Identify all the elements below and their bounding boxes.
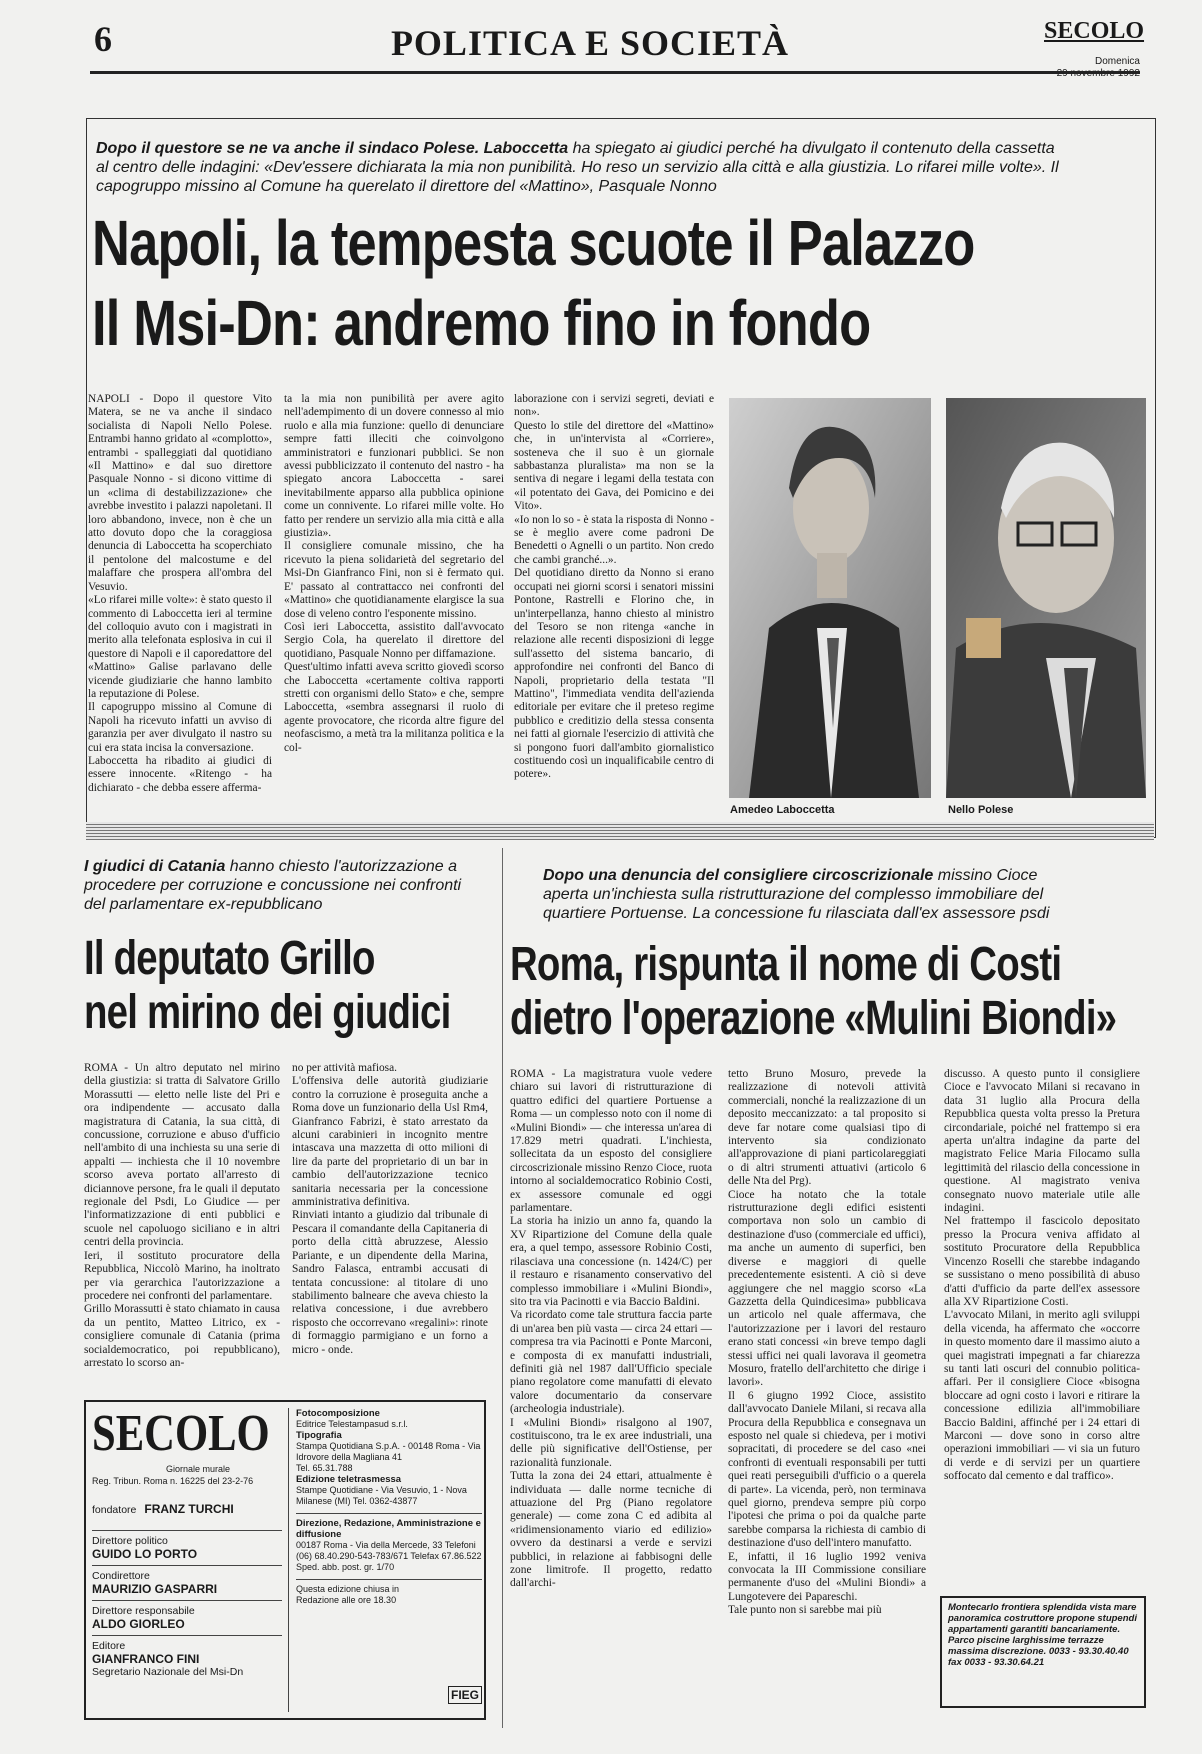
story2-headline-1: Il deputato Grillo	[84, 932, 375, 985]
publisher-name: GIANFRANCO FINI	[92, 1652, 200, 1666]
closing-note: Questa edizione chiusa in Redazione alle ore 18.30	[296, 1584, 400, 1605]
story3-lead	[543, 866, 1063, 923]
story1-headline-1: Napoli, la tempesta scuote il Palazzo	[92, 207, 975, 279]
paper-name: SECOLO	[1044, 18, 1145, 44]
story3-lead-rest: missino Cioce aperta un'inchiesta sulla ristrutturazione del complesso immobiliare del quartiere Portuense. La concessione fu rilasciata dall'ex assessore psdi	[543, 867, 1050, 922]
printing-value: Stampa Quotidiana S.p.A. - 00148 Roma - Via Idrovore della Magliana 41	[296, 1441, 481, 1462]
story2-lead-rest: hanno chiesto l'autorizzazione a procedere per corruzione e concussione nei confronti del parlamentare ex-repubblicano	[84, 858, 462, 913]
printing-tel: Tel. 65.31.788	[296, 1463, 353, 1473]
caption-polese: Nello Polese	[948, 804, 1014, 816]
story3-headline-1: Roma, rispunta il nome di Costi	[510, 938, 1062, 991]
masthead-divider	[288, 1408, 289, 1712]
co-director-name: MAURIZIO GASPARRI	[92, 1582, 218, 1596]
founder-name: FRANZ TURCHI	[144, 1502, 234, 1516]
masthead-staff	[92, 1500, 282, 1678]
date-line	[1030, 56, 1140, 80]
publisher-label: Editore	[92, 1640, 126, 1652]
printing-label: Tipografia	[296, 1430, 342, 1441]
story3-lead-bold: Dopo una denuncia del consigliere circoscrizionale	[543, 867, 934, 884]
photo-amedeo-laboccetta	[729, 398, 931, 798]
classified-ad: Montecarlo frontiera splendida vista mare panoramica costruttore propone stupendi appartamenti garantiti bancariamente. Parco piscine larghissime terrazze massima discrezione. 0033 - 93.30.40.40 fax 0033 - 93.30.64.21	[940, 1596, 1146, 1708]
masthead-box	[84, 1400, 486, 1720]
story1-column-3: laborazione con i servizi segreti, deviati e non». Questo lo stile del direttore del «Mattino» che, in un'intervista al «Corriere», sosteneva che il suo è un giornale sabbastanza pluralista» ma non se la sentiva di negare i legami della testata con «il potentato dei Gava, dei Pomicino e dei Vito». «Io non lo so - è stata la risposta di Nonno - se è meglio avere come padroni De Benedetti o Agnelli o un partito. Non credo che cambi granché...». Del quotidiano diretto da Nonno si erano occupati nei giorni scorsi i senatori missini Pontone, Rastrelli e Florino che, in un'interpellanza, hanno chiesto al ministro del Tesoro se non ritenga «anche in relazione alle recenti disposizioni di legge sull'assetto del sistema bancario, di approfondire nei confronti del Banco di Napoli, proprietario della testata "Il Mattino", l'immediata vendita dell'azienda editoriale per evitare che il preteso regime pubblico e creditizio della stessa consenta nei fatti al giornale l'esercizio di attività che si pongono fuori dall'ambito giornalistico costituendo così un inqualificabile centro di potere».	[514, 393, 714, 781]
story3-column-1: ROMA - La magistratura vuole vedere chiaro sui lavori di ristrutturazione di quattro edifici del quartiere Portuense a Roma — un complesso noto con il nome di «Mulini Biondi» — che interessa un'area di 17.829 metri quadrati. L'inchiesta, sollecitata da un esposto del consigliere circoscrizionale missino Renzo Cioce, ruota intorno al socialdemocratico Robinio Costi, ex assessore comunale ed oggi parlamentare. La storia ha inizio un anno fa, quando la XV Ripartizione del Comune della quale era, a quel tempo, assessore Robinio Costi, rilasciava una concessione (n. 1424/C) per il restauro e risanamento conservativo del complesso immobiliare i «Mulini Biondi», sito tra via Pacinotti e via Baccio Baldini. Va ricordato come tale struttura faccia parte di un'area ben più vasta — circa 24 ettari — compresa tra via Pacinotti e Ponte Marconi, e composta di ex manufatti industriali, definiti già nel 1987 dall'Ufficio speciale piano regolatore come manufatti di elevato valore documentario da conservare (archeologia industriale). I «Mulini Biondi» risalgono al 1907, costituiscono, tra le ex aree industriali, una delle più significative dell'Ostiense, per razionalità funzionale. Tutta la zona dei 24 ettari, attualmente è individuata — dalle norme tecniche di attuazione del Prg (Piano regolatore generale) — come zona C ed adibita al «ridimensionamento viario ed edilizio» ovvero da destinarsi a verde e servizi pubblici, in relazione ai fabbisogni delle zone limitrofe. Il progetto, redatto dall'archi-	[510, 1068, 712, 1590]
story2-column-2: no per attività mafiosa. L'offensiva delle autorità giudiziarie contro la corruzione è proseguita anche a Roma dove un funzionario della Usl Rm4, Gianfranco Fabrizi, è stato arrestato da alcuni carabinieri in incognito mentre intascava una mazzetta di otto milioni di lire da parte del proprietario di un bar in cambio dell'autorizzazione tecnico sanitaria necessaria per la concessione amministrativa definitiva. Rinviati intanto a giudizio dal tribunale di Pescara il comandante della Capitaneria di porto della città abruzzese, Alessio Pariante, e un dipendente della Marina, Sandro Falasca, entrambi accusati di tentata concussione: al titolare di uno stabilimento balneare che aveva chiesto la relativa concessione, i due avrebbero risposto che occorrevano «regalini»: rinote di formaggio parmigiano e un forno a micro - onde.	[292, 1062, 488, 1356]
page-number: 6	[94, 19, 112, 59]
story1-lead	[96, 139, 1071, 196]
section-title: POLITICA E SOCIETÀ	[390, 23, 790, 63]
founder-label: fondatore	[92, 1504, 137, 1516]
story1-lead-bold: Dopo il questore se ne va anche il sindaco Polese. Laboccetta	[96, 140, 569, 157]
fieg-logo: FIEG	[448, 1686, 482, 1704]
story3-column-3: discusso. A questo punto il consigliere Cioce e l'avvocato Milani si recavano in data 31 luglio alla Procura della Repubblica questa volta presso la Pretura circondariale, poiché nel frattempo si era aperta un'altra indagine da parte del magistrato Felice Maria Filocamo sulla legittimità del rilascio della concessione in questione. Al magistrato veniva consegnato nuovo materiale utile alle indagini. Nel frattempo il fascicolo depositato presso la Procura veniva affidato al sostituto Procuratore della Repubblica Vincenzo Roselli che starebbe indagando se sussistano o meno possibilità di abuso d'atti d'ufficio da parte dell'ex assessore alla XV Ripartizione Costi. L'avvocato Milani, in merito agli sviluppi della vicenda, ha affermato che «occorre in questo momento dare il massimo aiuto a quei magistrati impegnati a far chiarezza su tanti lati oscuri del connubio politica-affari. Per il consigliere Cioce «bisogna bloccare ad ogni costo i lavori e ritirare la concessione edilizia all'immobiliare Baccio Baldini, affinché per i 24 ettari di Marconi — dove sono in corso altre operazioni immobiliari — vi sia un futuro di verde e di servizi per un quartiere soffocato dal cemento e dal traffico».	[944, 1068, 1140, 1483]
co-director-label: Condirettore	[92, 1570, 150, 1582]
caption-laboccetta: Amedeo Laboccetta	[730, 804, 835, 816]
masthead-details	[296, 1408, 482, 1606]
postal-value: Sped. abb. post. gr. 1/70	[296, 1562, 395, 1572]
story3-headline-2: dietro l'operazione «Mulini Biondi»	[510, 992, 1117, 1045]
typesetting-value: Editrice Telestampasud s.r.l.	[296, 1419, 408, 1429]
story2-column-1: ROMA - Un altro deputato nel mirino della giustizia: si tratta di Salvatore Grillo Morassutti — eletto nelle liste del Pri e ora indipendente — accusato dalla magistratura di Catania, la sua città, di concussione, corruzione e abuso d'ufficio nell'ambito di una inchiesta su una serie di appalti — inchiesta che il 10 novembre scorso aveva portato all'arresto di diciannove persone, fra le quali il deputato regionale del Psdi, Lo Giudice — per l'informatizzazione di enti pubblici e scuole nel capoluogo siciliano e in altri centri della provincia. Ieri, il sostituto procuratore della Repubblica, Niccolò Marino, ha inoltrato per via gerarchica l'autorizzazione a procedere nei confronti del parlamentare. Grillo Morassutti è stato chiamato in causa da un pentito, Matteo Litrico, ex - consigliere comunale di Catania (prima socialdemocratico, poi repubblicano), arrestato lo scorso an-	[84, 1062, 280, 1369]
story1-headline-2: Il Msi-Dn: andremo fino in fondo	[92, 287, 871, 359]
political-director-label: Direttore politico	[92, 1535, 168, 1547]
date-weekday: Domenica	[1094, 56, 1140, 67]
masthead-subtitle: Giornale murale	[166, 1464, 231, 1474]
photo-nello-polese	[946, 398, 1146, 798]
story3-column-2: tetto Bruno Mosuro, prevede la realizzazione di notevoli attività commerciali, nonché la realizzazione di un deposito meccanizzato: a tal proposito si deve far notare come qualsiasi tipo di intervento sia condizionato all'approvazione di piani particolareggiati o di altri strumenti attuativi (articolo 6 delle Nta del Prg). Cioce ha notato che la totale ristrutturazione degli edifici esistenti comportava non solo un cambio di destinazione d'uso (commerciale ed uffici), ma anche un aumento di superfici, ben diverse e maggiori di quelle precedentemente esistenti. A ciò si deve aggiungere che nel maggio scorso «La Gazzetta della Quindicesima» pubblicava un articolo nel quale affermava, che l'autorizzazione per i lavori del restauro erano stati concessi «in breve tempo dagli stessi uffici nei quali lavorava il geometra Mosuro, fratello dell'architetto che dirige i lavori». Il 6 giugno 1992 Cioce, assistito dall'avvocato Daniele Milani, si recava alla Procura della Repubblica e consegnava un esposto nel quale si chiedeva, per i motivi sopracitati, di procedere se del caso «nei confronti di eventuali responsabili per tutti quei reati perseguibili d'ufficio o a querela di parte». La vicenda, però, non terminava quel giorno, prendeva sempre più corpo l'ipotesi che prima o poi da qualche parte sarebbe comparsa la richiesta di cambio di destinazione d'uso dell'intero manufatto. E, infatti, il 16 luglio 1992 veniva convocata la III Commissione consiliare permanente d'uso del «Mulini Biondi» a Lungotevere dei Papareschi. Tale punto non si sarebbe mai più	[728, 1068, 926, 1617]
photo-polese-image	[946, 398, 1146, 798]
fax-edition-label: Edizione teletrasmessa	[296, 1474, 402, 1485]
story1-column-1: NAPOLI - Dopo il questore Vito Matera, se ne va anche il sindaco socialista di Napoli Nello Polese. Entrambi hanno gridato al «complotto», entrambi - spalleggiati dal quotidiano «Il Mattino» e dal suo direttore Pasquale Nonno - si dicono vittime di un «clima di destabilizzazione» che avrebbe investito i palazzi napoletani. Il loro abbandono, invece, non è che un atto dovuto dopo che la coraggiosa denuncia di Laboccetta ha scoperchiato il pentolone del malcostume e del malaffare che prospera all'ombra del Vesuvio. «Lo rifarei mille volte»: è stato questo il commento di Laboccetta ieri al termine del colloquio avuto con i magistrati in merito alla telefonata esplosiva in cui il questore di Napoli e il caporedattore del «Mattino» Galise parlavano delle vicende giudiziarie che hanno lambito la reputazione di Polese. Il capogruppo missino al Comune di Napoli ha ricevuto infatti un avviso di garanzia per aver divulgato il nastro su cui era stata incisa la conversazione. Laboccetta ha ribadito ai giudici di essere innocente. «Ritengo - ha dichiarato - che debba essere afferma-	[88, 393, 272, 794]
publisher-role: Segretario Nazionale del Msi-Dn	[92, 1666, 244, 1678]
header-rule	[90, 71, 1140, 74]
offices-label: Direzione, Redazione, Amministrazione e diffusione	[296, 1518, 481, 1540]
fax-edition-value: Stampe Quotidiane - Via Vesuvio, 1 - Nova Milanese (MI) Tel. 0362-43877	[296, 1485, 467, 1506]
responsible-director-name: ALDO GIORLEO	[92, 1617, 185, 1631]
typesetting-label: Fotocomposizione	[296, 1408, 380, 1419]
story2-lead-bold: I giudici di Catania	[84, 858, 226, 875]
story2-lead	[84, 857, 474, 914]
offices-value: 00187 Roma - Via della Mercede, 33 Telefoni (06) 68.40.290-543-783/671 Telefax 67.86.522	[296, 1540, 482, 1561]
masthead-registration: Reg. Tribun. Roma n. 16225 del 23-2-76	[92, 1476, 254, 1486]
date-full	[1030, 68, 1140, 80]
masthead-logo: SECOLO	[92, 1405, 270, 1462]
column-divider	[502, 848, 503, 1728]
photo-laboccetta-image	[729, 398, 931, 798]
section-separator	[86, 822, 1154, 840]
responsible-director-label: Direttore responsabile	[92, 1605, 195, 1617]
story1-column-2: ta la mia non punibilità per avere agito nell'adempimento di un dovere connesso al mio ruolo e alla mia funzione: quello di denunciare sempre fatti illeciti che coinvolgono amministratori e funzionari pubblici. Se non avessi pubblicizzato il contenuto del nastro - ha spiegato ancora Laboccetta - sarei inevitabilmente apparso alla pubblica opinione come un connivente. Lo rifarei mille volte. Ho fatto per rendere un servizio alla mia città e alla giustizia». Il consigliere comunale missino, che ha ricevuto la piena solidarietà del segretario del Msi-Dn Gianfranco Fini, non si è fermato qui. E' passato al contrattacco nei confronti del «Mattino» che quotidianamente elargisce la sua dose di veleno contro l'esponente missino. Così ieri Laboccetta, assistito dall'avvocato Sergio Cola, ha querelato il direttore del quotidiano, Pasquale Nonno per diffamazione. Quest'ultimo infatti aveva scritto giovedì scorso che Laboccetta «certamente coltiva rapporti stretti con organismi dello Stato» e che, sempre Laboccetta, «sembra assegnarsi il ruolo di agente provocatore, che ricorda altre figure del neofascismo, a metà tra la militanza politica e la col-	[284, 393, 504, 754]
story1-lead-rest: ha spiegato ai giudici perché ha divulgato il contenuto della cassetta al centro delle indagini: «Dev'essere dichiarata la mia non punibilità. Ho reso un servizio alla città e alla giustizia. Lo rifarei mille volte». Il capogruppo missino al Comune ha querelato il direttore del «Mattino», Pasquale Nonno	[96, 140, 1059, 195]
story2-headline-2: nel mirino dei giudici	[84, 986, 451, 1039]
political-director-name: GUIDO LO PORTO	[92, 1547, 198, 1561]
